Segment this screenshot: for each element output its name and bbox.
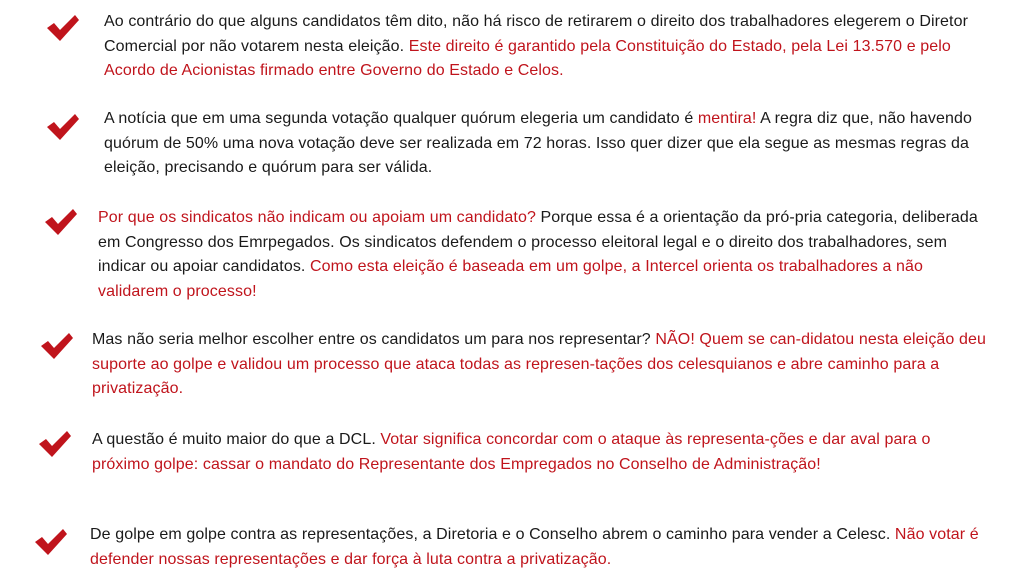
text-segment: Este direito é garantido pela Constituição do Estado, pela Lei 13.570 e pelo Acordo de Acionistas firmado entre Governo do Estado e Celos.	[104, 37, 951, 79]
bullet-text	[98, 206, 988, 304]
bullet-text	[104, 107, 984, 181]
text-segment: Como esta eleição é baseada em um golpe, a Intercel orienta os trabalhadores a não validarem o processo!	[98, 258, 924, 300]
text-segment: A questão é muito maior do que a DCL.	[92, 431, 381, 448]
text-segment: Não votar é defender nossas representações e dar força à luta contra a privatização.	[90, 526, 979, 568]
text-segment: Mas não seria melhor escolher entre os candidatos um para nos representar?	[92, 331, 656, 348]
text-segment: Porque essa é a orientação da pró-pria categoria, deliberada em Congresso dos Emrpegados. Os sindicatos defendem o processo eleitoral legal e o direito dos trabalhadores, sem indicar ou apoiar candidatos.	[98, 209, 978, 275]
checkmark-icon	[40, 332, 74, 360]
text-segment: Ao contrário do que alguns candidatos têm dito, não há risco de retirarem o direito dos trabalhadores elegerem o Diretor Comercial por não votarem nesta eleição.	[104, 13, 969, 55]
bullet-text	[92, 328, 988, 402]
bullet-text	[90, 523, 988, 572]
text-segment: A regra diz que, não havendo quórum de 50% uma nova votação deve ser realizada em 72 horas. Isso quer dizer que ela segue as mesmas regras da eleição, precisando e quórum para ser válida.	[104, 110, 972, 176]
checkmark-icon	[44, 208, 78, 236]
bullet-text	[104, 10, 984, 84]
checkmark-icon	[34, 528, 68, 556]
bullet-text	[92, 428, 988, 477]
checkmark-icon	[46, 113, 80, 141]
text-segment: NÃO! Quem se can-didatou nesta eleição deu suporte ao golpe e validou um processo que ataca todas as represen-tações dos celesquianos e abre caminho para a privatização.	[92, 331, 986, 397]
text-segment: De golpe em golpe contra as representações, a Diretoria e o Conselho abrem o caminho para vender a Celesc.	[90, 526, 895, 543]
checkmark-icon	[46, 14, 80, 42]
text-segment: A notícia que em uma segunda votação qualquer quórum elegeria um candidato é	[104, 110, 698, 127]
checkmark-icon	[38, 430, 72, 458]
text-segment: Votar significa concordar com o ataque às representa-ções e dar aval para o próximo golpe: cassar o mandato do Representante dos Empregados no Conselho de Administração!	[92, 431, 931, 473]
text-segment: mentira!	[697, 110, 757, 127]
text-segment: Por que os sindicatos não indicam ou apoiam um candidato?	[98, 209, 536, 226]
